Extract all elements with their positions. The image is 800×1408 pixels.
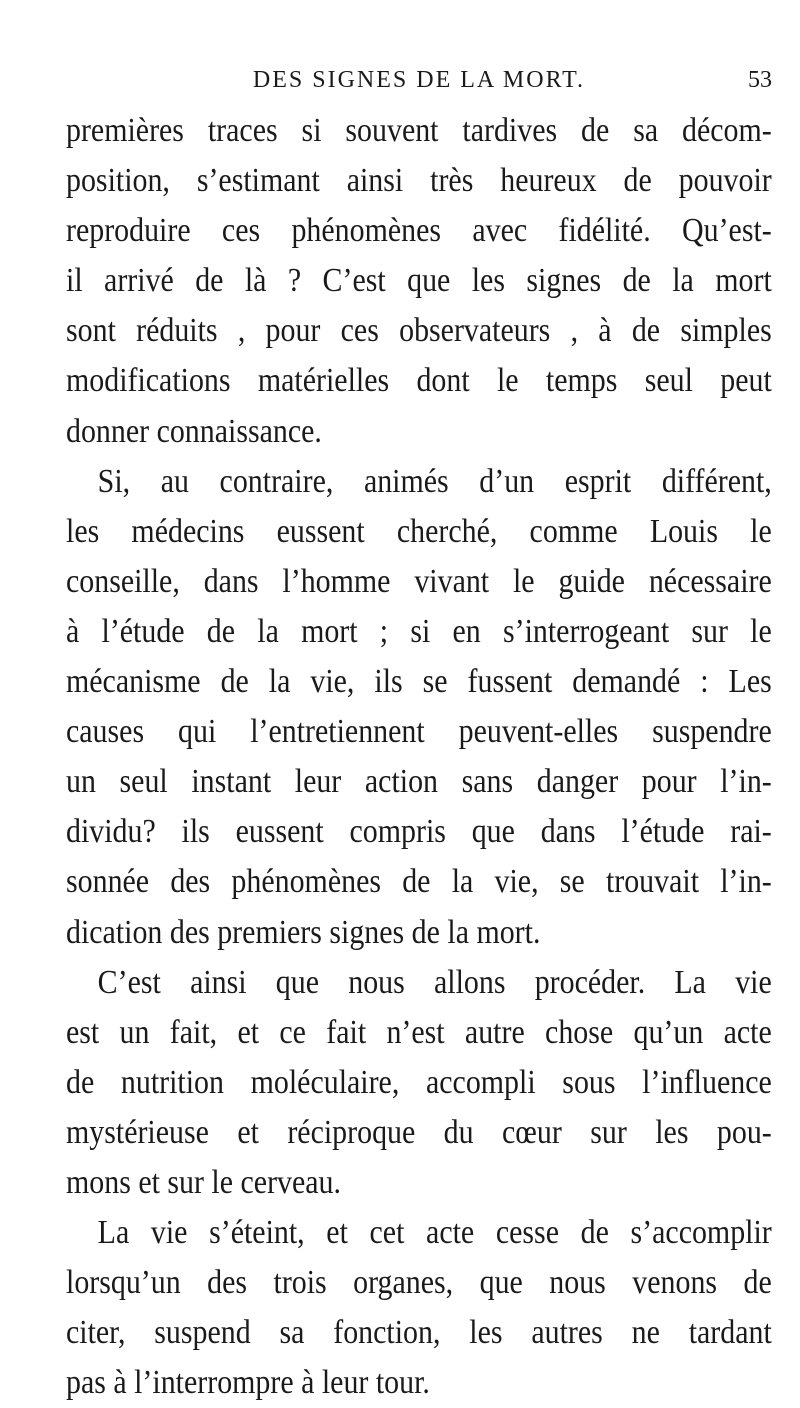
- text-line: reproduire ces phénomènes avec fidélité. Qu’est-: [66, 212, 772, 250]
- text-line: conseille, dans l’homme vivant le guide nécessaire: [66, 562, 772, 600]
- text-line: à l’étude de la mort ; si en s’interrogeant sur le: [66, 612, 772, 650]
- text-line: un seul instant leur action sans danger pour l’in-: [66, 763, 772, 801]
- text-line: mystérieuse et réciproque du cœur sur les pou-: [66, 1113, 772, 1151]
- text-line: citer, suspend sa fonction, les autres ne tardant: [66, 1314, 772, 1352]
- text-line: il arrivé de là ? C’est que les signes de la mort: [66, 262, 772, 300]
- text-line: premières traces si souvent tardives de sa décom-: [66, 112, 772, 149]
- text-line: mons et sur le cerveau.: [66, 1163, 341, 1201]
- text-line: modifications matérielles dont le temps seul peut: [66, 362, 772, 400]
- text-line: dication des premiers signes de la mort.: [66, 913, 541, 951]
- page-number: 53: [748, 67, 772, 93]
- text-line: donner connaissance.: [66, 412, 322, 450]
- running-title: DES SIGNES DE LA MORT.: [252, 67, 586, 93]
- text-line: est un fait, et ce fait n’est autre chose qu’un acte: [66, 1013, 772, 1051]
- text-line: sont réduits , pour ces observateurs , à de simples: [66, 312, 772, 350]
- text-line: C’est ainsi que nous allons procéder. La vie: [97, 963, 772, 1001]
- text-line: dividu? ils eussent compris que dans l’étude rai-: [66, 813, 772, 851]
- text-line: mécanisme de la vie, ils se fussent demandé : Les: [66, 663, 772, 701]
- text-line: lorsqu’un des trois organes, que nous venons de: [66, 1264, 772, 1302]
- text-line: de nutrition moléculaire, accompli sous l’influence: [66, 1063, 772, 1101]
- text-line: sonnée des phénomènes de la vie, se trouvait l’in-: [66, 863, 772, 901]
- body-text: [66, 106, 772, 1408]
- text-line: position, s’estimant ainsi très heureux de pouvoir: [66, 162, 772, 200]
- text-line: La vie s’éteint, et cet acte cesse de s’accomplir: [97, 1214, 772, 1252]
- text-line: pas à l’interrompre à leur tour.: [66, 1364, 430, 1402]
- running-head: [66, 62, 772, 98]
- text-line: Si, au contraire, animés d’un esprit différent,: [97, 462, 772, 500]
- text-line: causes qui l’entretiennent peuvent-elles suspendre: [66, 713, 772, 751]
- text-line: les médecins eussent cherché, comme Louis le: [66, 512, 772, 550]
